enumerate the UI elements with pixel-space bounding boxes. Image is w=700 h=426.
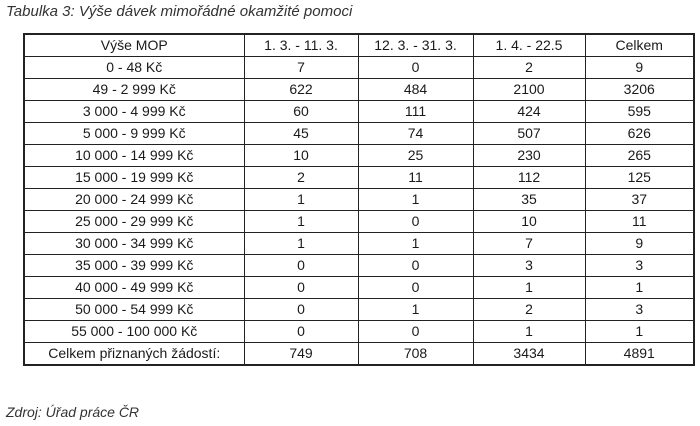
row-amount-cell: 5 000 - 9 999 Kč [24,123,244,145]
table-row [24,57,694,79]
header-amount: Výše MOP [24,34,244,57]
table-row [24,101,694,123]
row-amount-cell: 20 000 - 24 999 Kč [24,189,244,211]
row-period-3-cell: 35 [473,189,585,211]
header-period-2: 12. 3. - 31. 3. [358,34,473,57]
row-period-3-cell: 3434 [473,343,585,366]
row-period-2-cell: 25 [358,145,473,167]
row-amount-cell: 30 000 - 34 999 Kč [24,233,244,255]
row-total-cell: 9 [585,233,694,255]
row-period-3-cell: 3 [473,255,585,277]
row-period-2-cell: 0 [358,321,473,343]
table-row [24,79,694,101]
header-period-1: 1. 3. - 11. 3. [244,34,358,57]
row-period-2-cell: 0 [358,57,473,79]
row-total-cell: 11 [585,211,694,233]
row-period-1-cell: 0 [244,277,358,299]
row-amount-cell: 35 000 - 39 999 Kč [24,255,244,277]
row-period-1-cell: 45 [244,123,358,145]
table-caption: Tabulka 3: Výše dávek mimořádné okamžité pomoci [6,3,353,20]
table-row [24,211,694,233]
row-period-2-cell: 0 [358,255,473,277]
table-row [24,145,694,167]
row-total-cell: 1 [585,321,694,343]
row-amount-cell: 55 000 - 100 000 Kč [24,321,244,343]
row-amount-cell: 40 000 - 49 999 Kč [24,277,244,299]
row-total-cell: 1 [585,277,694,299]
row-period-2-cell: 0 [358,277,473,299]
row-amount-cell: 25 000 - 29 999 Kč [24,211,244,233]
row-period-3-cell: 112 [473,167,585,189]
row-period-3-cell: 7 [473,233,585,255]
row-total-cell: 626 [585,123,694,145]
row-period-1-cell: 0 [244,255,358,277]
header-row [24,34,694,57]
row-period-2-cell: 708 [358,343,473,366]
row-period-2-cell: 74 [358,123,473,145]
table-row [24,321,694,343]
row-period-3-cell: 507 [473,123,585,145]
row-period-3-cell: 1 [473,321,585,343]
row-amount-cell: 3 000 - 4 999 Kč [24,101,244,123]
table-header [24,34,694,57]
row-amount-cell: 49 - 2 999 Kč [24,79,244,101]
row-period-2-cell: 0 [358,211,473,233]
row-total-cell: 125 [585,167,694,189]
row-amount-cell: 10 000 - 14 999 Kč [24,145,244,167]
row-period-1-cell: 622 [244,79,358,101]
row-period-1-cell: 1 [244,189,358,211]
row-period-2-cell: 1 [358,189,473,211]
row-total-cell: 37 [585,189,694,211]
total-row [24,343,694,366]
row-period-1-cell: 7 [244,57,358,79]
row-period-1-cell: 749 [244,343,358,366]
row-period-2-cell: 484 [358,79,473,101]
row-total-cell: 3206 [585,79,694,101]
row-period-2-cell: 1 [358,233,473,255]
table-row [24,299,694,321]
table-row [24,277,694,299]
row-period-1-cell: 2 [244,167,358,189]
row-total-cell: 265 [585,145,694,167]
row-period-3-cell: 2100 [473,79,585,101]
table-body [24,57,694,366]
row-period-1-cell: 1 [244,211,358,233]
row-period-1-cell: 10 [244,145,358,167]
row-amount-cell: 15 000 - 19 999 Kč [24,167,244,189]
row-period-3-cell: 10 [473,211,585,233]
row-period-2-cell: 111 [358,101,473,123]
row-period-3-cell: 2 [473,299,585,321]
row-total-cell: 3 [585,299,694,321]
row-period-2-cell: 1 [358,299,473,321]
source-note: Zdroj: Úřad práce ČR [6,404,140,420]
row-period-1-cell: 60 [244,101,358,123]
row-period-1-cell: 0 [244,299,358,321]
row-period-1-cell: 0 [244,321,358,343]
row-period-1-cell: 1 [244,233,358,255]
row-period-3-cell: 230 [473,145,585,167]
row-amount-cell: Celkem přiznaných žádostí: [24,343,244,366]
table-row [24,255,694,277]
table-row [24,123,694,145]
row-period-3-cell: 1 [473,277,585,299]
row-total-cell: 9 [585,57,694,79]
row-period-3-cell: 424 [473,101,585,123]
table-row [24,233,694,255]
row-amount-cell: 0 - 48 Kč [24,57,244,79]
row-total-cell: 3 [585,255,694,277]
mop-table [23,33,695,366]
row-total-cell: 595 [585,101,694,123]
row-total-cell: 4891 [585,343,694,366]
row-amount-cell: 50 000 - 54 999 Kč [24,299,244,321]
row-period-3-cell: 2 [473,57,585,79]
row-period-2-cell: 11 [358,167,473,189]
header-period-3: 1. 4. - 22.5 [473,34,585,57]
table-row [24,189,694,211]
header-total: Celkem [585,34,694,57]
table-row [24,167,694,189]
